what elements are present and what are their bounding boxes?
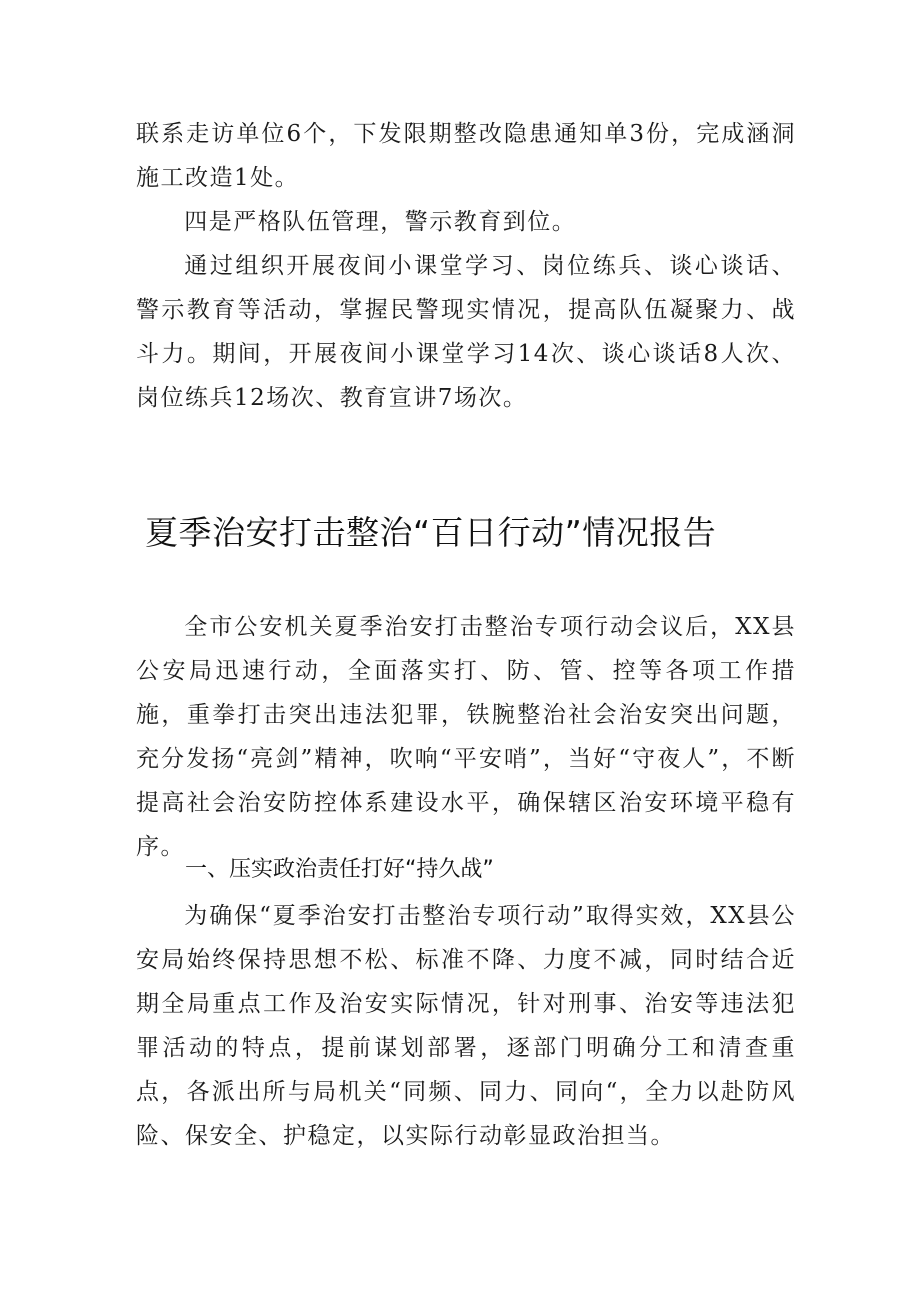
paragraph-section-1: 为确保“夏季治安打击整治专项行动”取得实效，XX县公安局始终保持思想不松、标准不降、力度不减，同时结合近期全局重点工作及治安实际情况，针对刑事、治安等违法犯罪活动的特点，提前谋划部署，逐部门明确分工和清查重点，各派出所与局机关“同频、同力、同向“，全力以赴防风险、保安全、护稳定，以实际行动彰显政治担当。 (136, 903, 796, 1149)
section-heading-1: 一、压实政治责任打好“持久战” (185, 857, 494, 882)
paragraph-intro: 全市公安机关夏季治安打击整治专项行动会议后，XX县公安局迅速行动，全面落实打、防、管、控等各项工作措施，重拳打击突出违法犯罪，铁腕整治社会治安突出问题，充分发扬“亮剑”精神，吹响“平安哨”，当好“守夜人”，不断提高社会治安防控体系建设水平，确保辖区治安环境平稳有序。 (136, 614, 796, 860)
paragraph-continuation: 联系走访单位6个，下发限期整改隐患通知单3份，完成涵洞施工改造1处。 (136, 121, 796, 191)
paragraph-point-four: 四是严格队伍管理，警示教育到位。 (184, 209, 577, 235)
report-title: 夏季治安打击整治“百日行动”情况报告 (145, 513, 717, 552)
paragraph-team-management: 通过组织开展夜间小课堂学习、岗位练兵、谈心谈话、警示教育等活动，掌握民警现实情况，提高队伍凝聚力、战斗力。期间，开展夜间小课堂学习14次、谈心谈话8人次、岗位练兵12场次、教育宣讲7场次。 (136, 253, 796, 411)
